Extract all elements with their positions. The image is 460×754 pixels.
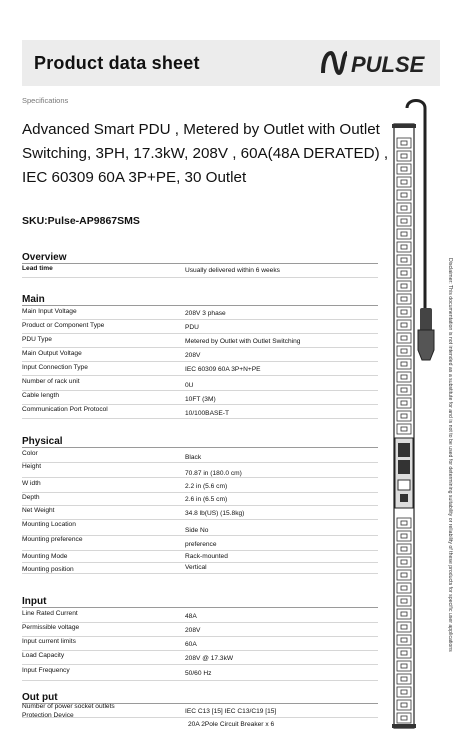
product-title [22, 118, 389, 190]
spec-row [22, 507, 378, 520]
spec-value: 48A [185, 613, 197, 620]
spec-key: Input Connection Type [22, 364, 88, 371]
spec-key: Mounting Mode [22, 553, 68, 560]
spec-row [22, 521, 378, 536]
spec-value: 0U [185, 382, 194, 389]
spec-value: 208V 3 phase [185, 310, 226, 317]
spec-value: 2.6 in (6.5 cm) [185, 496, 228, 503]
product-title-line: Switching, 3PH, 17.3kW, 208V , 60A(48A DERATED) , [22, 145, 389, 162]
svg-text:PULSE: PULSE [351, 52, 425, 77]
product-title-line: IEC 60309 60A 3P+PE, 30 Outlet [22, 169, 247, 186]
input-rule [22, 607, 378, 608]
spec-key: Depth [22, 494, 40, 501]
spec-key: Color [22, 450, 38, 457]
spec-row [22, 378, 378, 391]
spec-key: PDU Type [22, 336, 52, 343]
spec-key: Line Rated Current [22, 610, 78, 617]
spec-value: 208V @ 17.3kW [185, 655, 234, 662]
spec-key: W idth [22, 480, 41, 487]
spec-row [22, 308, 378, 320]
spec-value: 50/60 Hz [185, 670, 212, 677]
spec-value: 2.2 in (5.6 cm) [185, 483, 228, 490]
spec-row [22, 712, 378, 730]
spec-value: IEC 60309 60A 3P+N+PE [185, 366, 261, 373]
spec-value: Usually delivered within 6 weeks [185, 267, 280, 274]
spec-value: 20A 2Pole Circuit Breaker x 6 [188, 721, 275, 728]
spec-row [22, 610, 378, 623]
sku-label: SKU:Pulse-AP9867SMS [22, 215, 140, 227]
spec-value: 60A [185, 641, 197, 648]
spec-row [22, 638, 378, 651]
spec-key: Main Input Voltage [22, 308, 77, 315]
spec-value: Black [185, 454, 202, 461]
spec-value: 208V [185, 352, 201, 359]
spec-value: 10/100BASE-T [185, 410, 229, 417]
disclaimer-text-vertical [446, 258, 456, 652]
spec-row [22, 336, 378, 348]
spec-key: Mounting Location [22, 521, 76, 528]
spec-value: Metered by Outlet with Outlet Switching [185, 338, 301, 345]
spec-row [22, 406, 378, 419]
spec-key: Product or Component Type [22, 322, 105, 329]
spec-value: Side No [185, 527, 209, 534]
spec-value: 208V [185, 627, 201, 634]
spec-value: PDU [185, 324, 199, 331]
spec-key: Input current limits [22, 638, 76, 645]
section-label: Specifications [22, 96, 69, 105]
physical-rule [22, 447, 378, 448]
pulse-logo [321, 47, 426, 79]
spec-value: Vertical [185, 564, 207, 571]
spec-row [22, 463, 378, 478]
spec-row [22, 536, 378, 551]
spec-row [22, 494, 378, 506]
spec-value: preference [185, 541, 217, 548]
spec-key: Mounting preference [22, 536, 83, 543]
spec-row [22, 667, 378, 681]
spec-key: Number of power socket outlets [22, 703, 115, 710]
spec-key: Net Weight [22, 507, 55, 514]
disclaimer-text: Disclaimer: This documentation is not intended as a substitute for and is not to be used for determining suitability or reliability of these products for specific user applications [447, 258, 453, 652]
spec-key: Lead time [22, 265, 53, 272]
spec-row [22, 450, 378, 463]
spec-row [22, 564, 378, 574]
product-title-line: Advanced Smart PDU , Metered by Outlet with Outlet [22, 121, 380, 138]
spec-row [22, 480, 378, 493]
page-title: Product data sheet [34, 53, 200, 73]
spec-key: Height [22, 463, 42, 470]
spec-key: Permissible voltage [22, 624, 80, 631]
output-heading: Out put [22, 692, 58, 703]
spec-value: IEC C13 [15] IEC C13/C19 [15] [185, 708, 277, 715]
spec-row [22, 322, 378, 334]
spec-row [22, 553, 378, 563]
header-bar [22, 40, 440, 86]
spec-key: Load Capacity [22, 652, 65, 659]
spec-row [22, 364, 378, 376]
spec-value: 10FT (3M) [185, 396, 216, 403]
main-heading: Main [22, 294, 45, 305]
main-rule [22, 305, 378, 306]
spec-value: 70.87 in (180.0 cm) [185, 470, 242, 477]
overview-rule [22, 263, 378, 264]
spec-key: Number of rack unit [22, 378, 80, 385]
spec-key: Mounting position [22, 566, 74, 573]
spec-row [22, 624, 378, 637]
spec-value: 34.8 lb(US) (15.8kg) [185, 510, 245, 517]
spec-key: Input Frequency [22, 667, 70, 674]
spec-row [22, 350, 378, 362]
spec-key: Cable length [22, 392, 60, 399]
physical-heading: Physical [22, 436, 63, 447]
spec-key: Main Output Voltage [22, 350, 82, 357]
spec-key: Communication Port Protocol [22, 406, 108, 413]
spec-value: Rack-mounted [185, 553, 228, 560]
spec-key: Protection Device [22, 712, 74, 719]
spec-row [22, 652, 378, 665]
spec-row [22, 392, 378, 405]
overview-heading: Overview [22, 252, 67, 263]
spec-row [22, 265, 378, 278]
input-heading: Input [22, 596, 47, 607]
